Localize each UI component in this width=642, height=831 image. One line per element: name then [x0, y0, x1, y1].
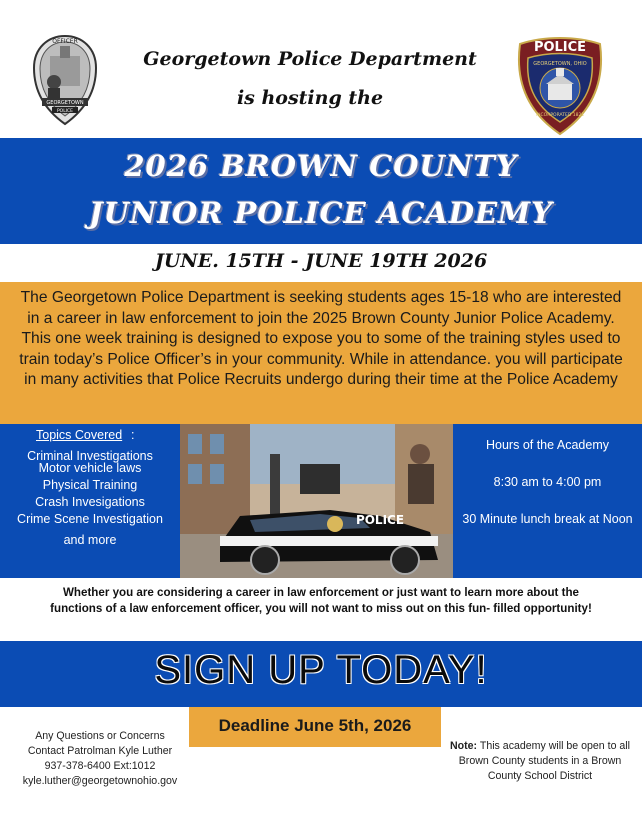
- contact-line: Any Questions or Concerns: [35, 730, 165, 742]
- title-line-2: JUNIOR POLICE ACADEMY: [89, 196, 553, 230]
- deadline-text: Deadline June 5th, 2026: [218, 716, 412, 735]
- topic-item: Motor vehicle laws: [38, 461, 142, 475]
- signup-heading: SIGN UP TODAY!: [154, 648, 488, 692]
- topic-item: Crime Scene Investigation: [17, 512, 163, 526]
- note-label: Note:: [450, 740, 478, 752]
- note-text: This academy will be open to all Brown County students in a Brown County School District: [458, 740, 630, 782]
- contact-phone: 937-378-6400 Ext:1012: [44, 760, 156, 772]
- topic-item: Physical Training: [42, 478, 138, 492]
- car-police-label: POLICE: [355, 513, 405, 527]
- badge-left-sub-text: POLICE: [56, 109, 74, 114]
- car-sub-label: Village of GEORGETOWN: [352, 532, 408, 537]
- contact-line: Contact Patrolman Kyle Luther: [27, 745, 173, 757]
- considering-text: Whether you are considering a career in law enforcement or just want to learn more about the functions of a law enforcement officer, you will not want to miss out on this fun- filled opportunity!: [50, 586, 592, 616]
- title-line-1: 2026 BROWN COUNTY: [124, 149, 518, 183]
- topics-more: and more: [63, 533, 117, 547]
- topics-heading: Topics Covered: [36, 428, 123, 442]
- badge-left-bottom-text: GEORGETOWN: [46, 100, 84, 106]
- topics-list: [6, 448, 174, 528]
- note: [442, 739, 638, 784]
- badge-right-ring-text: GEORGETOWN, OHIO: [533, 61, 587, 67]
- contact-email[interactable]: kyle.luther@georgetownohio.gov: [22, 775, 178, 787]
- header-line-2: is hosting the: [236, 87, 384, 109]
- police-car-photo: [180, 424, 453, 578]
- description-text: The Georgetown Police Department is seeking students ages 15-18 who are interested in a career in law enforcement to join the 2025 Brown County Junior Police Academy. This one week training is designed to expose you to some of the training styles used to train today’s Police Officer’s in your community. While in attendance. you will participate in many activities that Police Recruits undergo during their time at the Police Academy: [19, 289, 623, 389]
- topic-item: Criminal Investigations: [27, 449, 153, 463]
- hours-heading: Hours of the Academy: [486, 438, 609, 452]
- badge-left-top-text: OFFICER: [52, 38, 78, 45]
- badge-right-bottom-text: INCORPORATED 1821: [535, 113, 585, 118]
- header-line-1: Georgetown Police Department: [143, 48, 477, 70]
- police-patch-logo: [514, 34, 606, 138]
- badge-right-top-text: POLICE: [533, 40, 587, 55]
- officer-badge-logo: [30, 34, 100, 126]
- academy-dates: JUNE. 15TH - JUNE 19TH 2026: [154, 250, 488, 272]
- topic-item: Crash Invesigations: [35, 495, 145, 509]
- hours-time: 8:30 am to 4:00 pm: [493, 475, 602, 489]
- contact-info: [10, 729, 190, 789]
- topics-heading-colon: :: [131, 428, 135, 442]
- hours-lunch: 30 Minute lunch break at Noon: [462, 512, 633, 526]
